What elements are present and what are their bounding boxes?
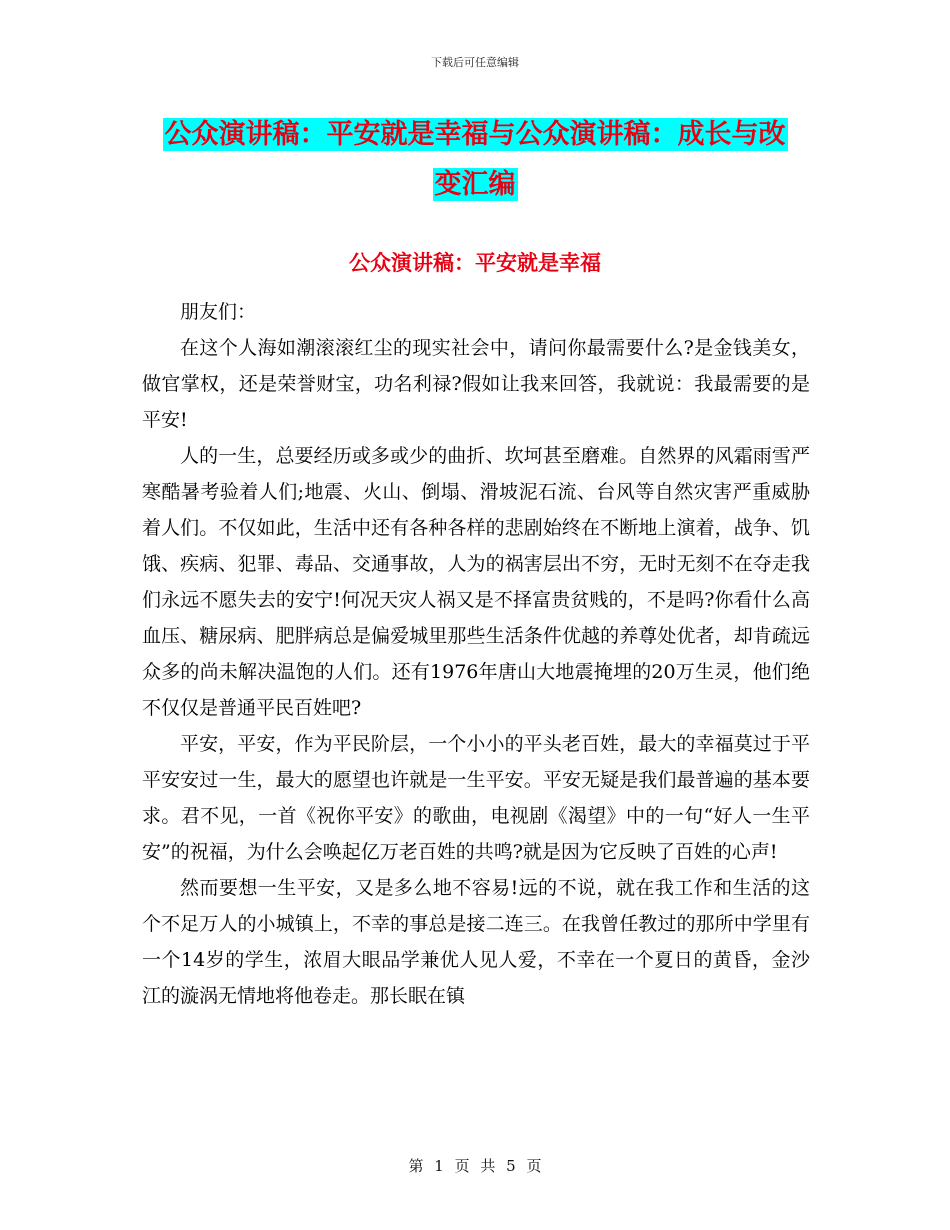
title-line-1: 公众演讲稿：平安就是幸福与公众演讲稿：成长与改: [164, 119, 786, 150]
title-line-2: 变汇编: [434, 169, 516, 200]
paragraph-greeting: 朋友们：: [180, 301, 257, 323]
document-body: [142, 294, 810, 1014]
paragraph: 然而要想一生平安，又是多么地不容易!远的不说，就在我工作和生活的这个不足万人的小城镇上，不幸的事总是接二连三。在我曾任教过的那所中学里有一个14岁的学生，浓眉大眼品学兼优人见人爱，不幸在一个夏日的黄昏，金沙江的漩涡无情地将他卷走。那长眠在镇: [142, 877, 810, 1007]
section-title: 公众演讲稿：平安就是幸福: [349, 251, 601, 275]
paragraph: 平安，平安，作为平民阶层，一个小小的平头老百姓，最大的幸福莫过于平平安安过一生，最大的愿望也许就是一生平安。平安无疑是我们最普遍的基本要求。君不见，一首《祝你平安》的歌曲，电视剧《渴望》中的一句“好人一生平安”的祝福，为什么会唤起亿万老百姓的共鸣?就是因为它反映了百姓的心声!: [142, 733, 810, 863]
page-header: 下载后可任意编辑: [431, 56, 519, 69]
document-title: [140, 110, 810, 210]
page-footer: 第 1 页 共 5 页: [408, 1157, 542, 1175]
paragraph: 在这个人海如潮滚滚红尘的现实社会中，请问你最需要什么?是金钱美女，做官掌权，还是荣誉财宝，功名利禄?假如让我来回答，我就说：我最需要的是平安!: [142, 337, 810, 431]
paragraph: 人的一生，总要经历或多或少的曲折、坎坷甚至磨难。自然界的风霜雨雪严寒酷暑考验着人们;地震、火山、倒塌、滑坡泥石流、台风等自然灾害严重威胁着人们。不仅如此，生活中还有各种各样的悲剧始终在不断地上演着，战争、饥饿、疾病、犯罪、毒品、交通事故，人为的祸害层出不穷，无时无刻不在夺走我们永远不愿失去的安宁!何况天灾人祸又是不择富贵贫贱的，不是吗?你看什么高血压、糖尿病、肥胖病总是偏爱城里那些生活条件优越的养尊处优者，却肯疏远众多的尚未解决温饱的人们。还有1976年唐山大地震掩埋的20万生灵，他们绝不仅仅是普通平民百姓吧?: [142, 445, 810, 719]
